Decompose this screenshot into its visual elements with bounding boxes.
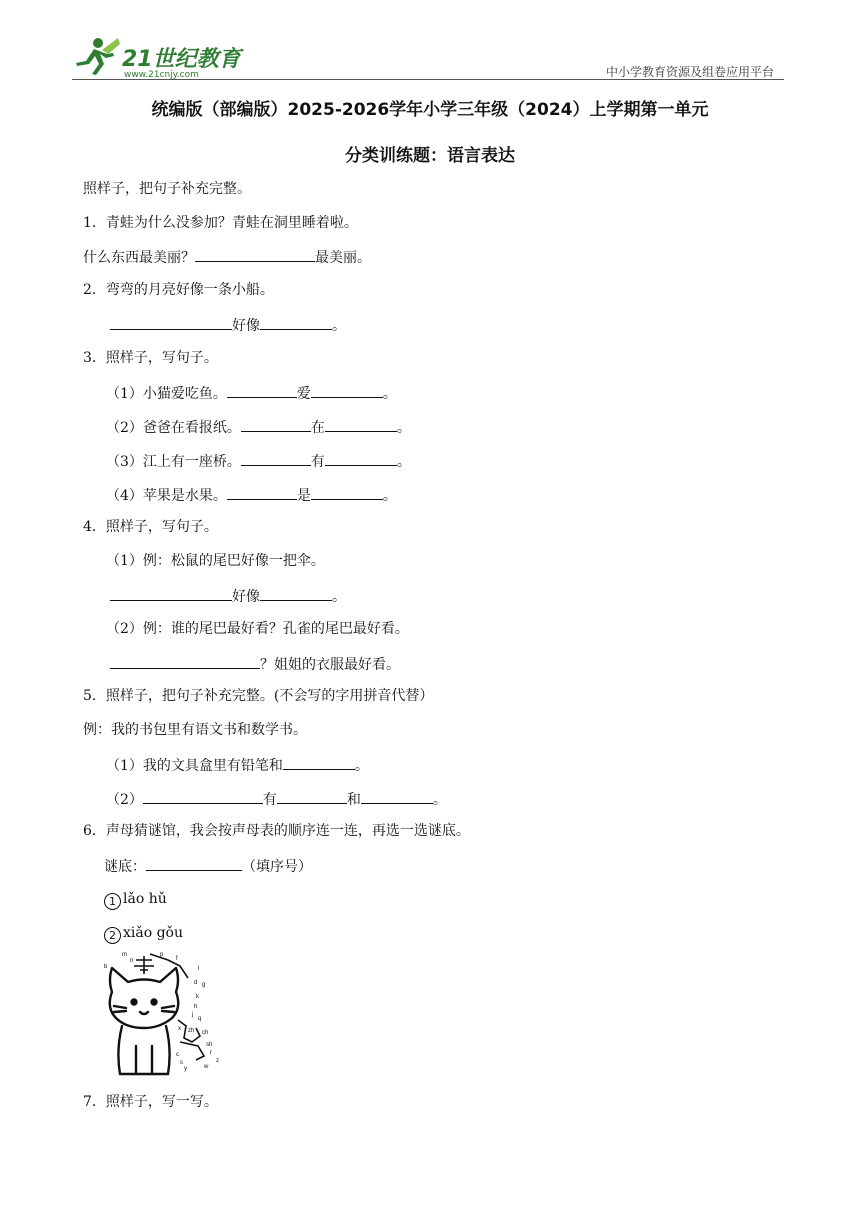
svg-text:f: f: [176, 956, 178, 962]
svg-text:y: y: [184, 1066, 187, 1072]
q3-item-2-end: 。: [396, 420, 411, 436]
q3-item-4-blank-a[interactable]: [227, 485, 297, 500]
svg-text:r: r: [210, 1050, 212, 1056]
logo-url: www.21cnjy.com: [124, 70, 199, 80]
svg-text:l: l: [198, 966, 200, 972]
q2-blank-1[interactable]: [110, 315, 232, 330]
q3-item-4: [106, 485, 397, 505]
q3-item-3-blank-b[interactable]: [325, 451, 397, 466]
q1-example: 1．青蛙为什么没参加？青蛙在洞里睡着啦。: [83, 215, 358, 231]
q6-option-1: [104, 890, 167, 910]
q5-item-2-word-2: 和: [346, 792, 361, 808]
q3-item-4-word: 是: [296, 488, 311, 504]
q4-answer-1-blank-b[interactable]: [260, 586, 332, 601]
q5-item-2: [106, 789, 447, 809]
q3-item-2-blank-b[interactable]: [325, 417, 397, 432]
q1-prompt-start: 什么东西最美丽？: [83, 250, 195, 266]
svg-text:p: p: [160, 952, 164, 958]
q6-title: 6．声母猜谜馆，我会按声母表的顺序连一连，再选一选谜底。: [83, 823, 470, 839]
q3-item-3-end: 。: [396, 454, 411, 470]
q4-title: 4．照样子，写句子。: [83, 519, 218, 535]
q4-answer-2-blank[interactable]: [110, 654, 260, 669]
q3-title: 3．照样子，写句子。: [83, 350, 218, 366]
q4-answer-1: [110, 586, 346, 606]
svg-text:q: q: [198, 1016, 202, 1022]
q3-item-2-word: 在: [310, 420, 325, 436]
svg-text:s: s: [180, 1060, 183, 1066]
svg-text:c: c: [176, 1052, 179, 1058]
q3-item-4-end: 。: [382, 488, 397, 504]
svg-text:n: n: [130, 958, 134, 964]
q1-prompt: [83, 247, 371, 267]
q6-option-2: [104, 924, 183, 944]
svg-text:m: m: [122, 952, 127, 958]
svg-text:b: b: [104, 964, 108, 970]
q3-item-2-label: （2）爸爸在看报纸。: [106, 420, 241, 436]
q4-answer-1-end: 。: [332, 589, 346, 605]
q3-item-2: [106, 417, 411, 437]
runner-icon: [72, 36, 122, 76]
q2-word: 好像: [232, 318, 260, 334]
q6-answer-blank[interactable]: [146, 856, 242, 871]
q5-item-2-blank-a[interactable]: [143, 789, 263, 804]
q6-option-2-text: xiǎo gǒu: [123, 925, 184, 941]
q3-item-4-label: （4）苹果是水果。: [106, 488, 227, 504]
q2-example: 2．弯弯的月亮好像一条小船。: [83, 282, 274, 298]
q5-example: 例：我的书包里有语文书和数学书。: [83, 722, 307, 738]
q3-item-3-blank-a[interactable]: [241, 451, 311, 466]
q6-answer-hint: （填序号）: [242, 859, 312, 875]
q3-item-3: [106, 451, 411, 471]
q4-example-2: （2）例：谁的尾巴最好看？孔雀的尾巴最好看。: [106, 621, 409, 637]
header-divider: [72, 79, 784, 80]
svg-text:g: g: [202, 982, 206, 988]
svg-text:w: w: [204, 1064, 209, 1070]
svg-text:sh: sh: [206, 1042, 213, 1048]
q5-item-1-blank[interactable]: [283, 755, 355, 770]
q4-answer-2: [110, 654, 400, 674]
q3-item-1-blank-b[interactable]: [311, 383, 383, 398]
q3-item-1: [106, 383, 397, 403]
q3-item-1-word: 爱: [296, 386, 311, 402]
svg-text:ch: ch: [202, 1030, 209, 1036]
q2-end: 。: [332, 318, 346, 334]
q5-item-1-label: （1）我的文具盒里有铅笔和: [106, 758, 283, 774]
q6-option-1-text: lǎo hǔ: [123, 891, 167, 907]
svg-text:d: d: [194, 980, 198, 986]
page-subtitle: 分类训练题：语言表达: [345, 146, 515, 166]
q5-item-1-end: 。: [354, 758, 369, 774]
q3-item-4-blank-b[interactable]: [311, 485, 383, 500]
svg-text:z: z: [216, 1058, 219, 1064]
q2-answer: [110, 315, 346, 335]
q1-blank[interactable]: [195, 247, 315, 262]
q1-prompt-end: 最美丽。: [315, 250, 371, 266]
q5-item-2-end: 。: [432, 792, 447, 808]
intro-text: 照样子，把句子补充完整。: [83, 181, 251, 197]
q3-item-2-blank-a[interactable]: [241, 417, 311, 432]
svg-text:k: k: [196, 994, 199, 1000]
q5-title: 5．照样子，把句子补充完整。(不会写的字用拼音代替）: [83, 688, 434, 704]
q5-item-2-word-1: 有: [262, 792, 277, 808]
logo-text: 21世纪教育: [122, 47, 241, 72]
q5-item-2-label: （2）: [106, 792, 143, 808]
q4-answer-2-tail: ？姐姐的衣服最好看。: [260, 657, 400, 673]
svg-text:x: x: [178, 1026, 181, 1032]
dot-to-dot-cat-picture: [100, 950, 234, 1084]
q6-answer-label: 谜底：: [104, 859, 146, 875]
page-header: [72, 28, 784, 80]
q5-item-1: [106, 755, 369, 775]
q7-title: 7．照样子，写一写。: [83, 1094, 218, 1110]
q3-item-1-end: 。: [382, 386, 397, 402]
svg-text:h: h: [194, 1004, 198, 1010]
q4-example-1: （1）例：松鼠的尾巴好像一把伞。: [106, 553, 325, 569]
q3-item-1-blank-a[interactable]: [227, 383, 297, 398]
q6-option-2-number: 2: [104, 927, 121, 944]
svg-text:zh: zh: [188, 1028, 195, 1034]
q6-answer: [104, 856, 312, 876]
logo: [72, 36, 247, 80]
page-title: 统编版（部编版）2025-2026学年小学三年级（2024）上学期第一单元: [151, 100, 709, 120]
q5-item-2-blank-b[interactable]: [277, 789, 347, 804]
q3-item-1-label: （1）小猫爱吃鱼。: [106, 386, 227, 402]
q4-answer-1-word: 好像: [232, 589, 260, 605]
q3-item-3-word: 有: [310, 454, 325, 470]
q4-answer-1-blank-a[interactable]: [110, 586, 232, 601]
svg-text:j: j: [192, 1012, 194, 1018]
q3-item-3-label: （3）江上有一座桥。: [106, 454, 241, 470]
q2-blank-2[interactable]: [260, 315, 332, 330]
q5-item-2-blank-c[interactable]: [361, 789, 433, 804]
q6-option-1-number: 1: [104, 893, 121, 910]
platform-label: 中小学教育资源及组卷应用平台: [605, 65, 774, 79]
